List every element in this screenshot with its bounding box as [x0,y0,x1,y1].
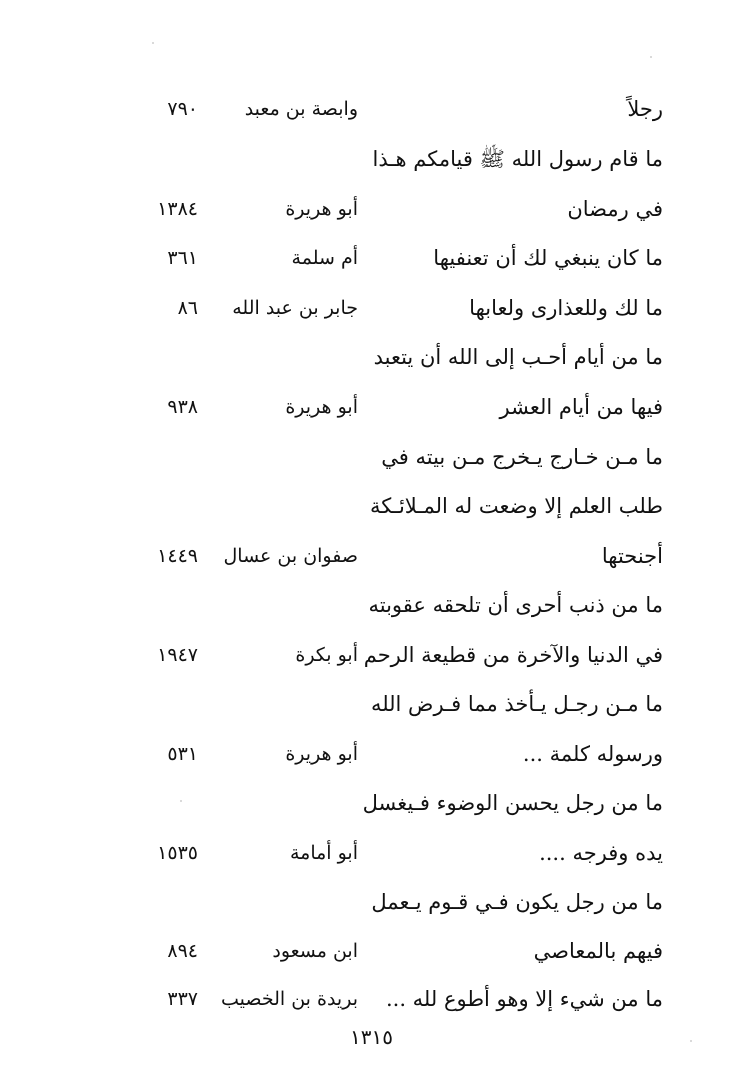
hadith-text: فيهم بالمعاصي [533,939,663,963]
index-row [0,194,743,244]
hadith-text: ما مـن رجـل يـأخذ مما فـرض الله [370,692,663,716]
narrator-name: أم سلمة [291,247,358,269]
narrator-name: أبو هريرة [285,198,358,220]
narrator-name: أبو بكرة [295,644,358,666]
hadith-number: ٥٣١ [167,743,198,765]
index-row [0,293,743,343]
hadith-number: ١٩٤٧ [157,644,198,666]
index-row [0,590,743,640]
hadith-text: ورسوله كلمة ... [522,742,663,766]
hadith-text: رجلاً [627,97,663,121]
hadith-number: ٩٣٨ [167,396,198,418]
hadith-text: فيها من أيام العشر [499,395,663,419]
hadith-text: ما من شيء إلا وهو أطوع لله ... [385,987,663,1011]
narrator-name: جابر بن عبد الله [232,297,358,319]
index-row [0,442,743,492]
hadith-number: ٨٩٤ [167,940,198,962]
hadith-text: يده وفرجه .... [539,841,663,865]
hadith-number: ١٣٨٤ [157,198,198,220]
hadith-text: ما من أيام أحـب إلى الله أن يتعبد [373,345,663,369]
index-row [0,392,743,442]
hadith-text: ما من رجل يكون فـي قـوم يـعمل [371,890,663,914]
index-row [0,887,743,937]
hadith-text: ما من رجل يحسن الوضوء فـيغسل [362,791,663,815]
narrator-name: صفوان بن عسال [223,545,358,567]
hadith-text: ما من ذنب أحرى أن تلحقه عقوبته [368,593,663,617]
hadith-number: ١٤٤٩ [157,545,198,567]
hadith-text: طلب العلم إلا وضعت له المـلائـكة [369,494,663,518]
index-row [0,739,743,789]
narrator-name: أبو أمامة [289,842,358,864]
index-row [0,640,743,690]
hadith-text: في الدنيا والآخرة من قطيعة الرحم [363,643,663,667]
index-row [0,491,743,541]
scan-speck [690,1040,692,1042]
index-row [0,94,743,144]
narrator-name: أبو هريرة [285,743,358,765]
hadith-text: أجنحتها [601,544,663,568]
index-row [0,342,743,392]
scan-speck [650,56,652,58]
hadith-text: ما لك وللعذارى ولعابها [469,296,663,320]
index-row [0,541,743,591]
index-row [0,838,743,888]
hadith-number: ٨٦ [177,297,198,319]
index-row [0,689,743,739]
index-row [0,243,743,293]
scan-speck [180,800,182,802]
hadith-text: ما كان ينبغي لك أن تعنفيها [433,246,663,270]
index-row [0,144,743,194]
hadith-number: ٣٣٧ [167,988,198,1010]
narrator-name: وابصة بن معبد [244,98,358,120]
index-row [0,936,743,986]
hadith-number: ٣٦١ [167,247,198,269]
page-number: ١٣١٥ [350,1025,393,1049]
hadith-text: في رمضان [567,197,663,221]
hadith-number: ٧٩٠ [167,98,198,120]
hadith-text: ما مـن خـارج يـخرج مـن بيته في [381,445,663,469]
hadith-text: ما قام رسول الله ﷺ قيامكم هـذا [372,147,663,171]
hadith-number: ١٥٣٥ [157,842,198,864]
narrator-name: بريدة بن الخصيب [220,988,358,1010]
narrator-name: ابن مسعود [272,940,358,962]
scan-speck [152,42,154,44]
narrator-name: أبو هريرة [285,396,358,418]
index-row [0,788,743,838]
